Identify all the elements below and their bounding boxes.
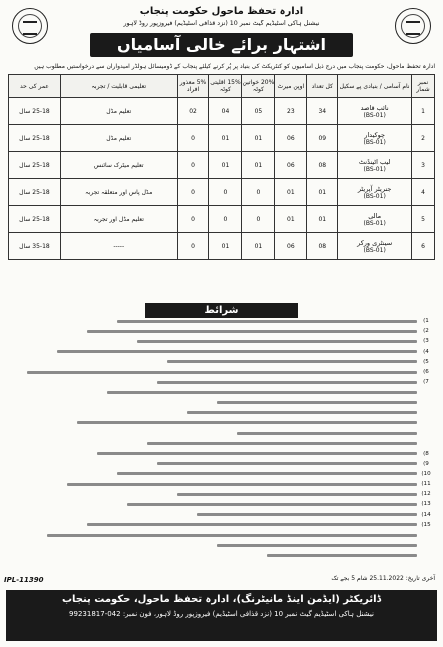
condition-text-line — [217, 401, 417, 404]
footer-bar — [6, 590, 437, 641]
condition-item — [8, 489, 435, 499]
cell-open-merit: 06 — [275, 152, 307, 179]
pay-scale: (BS-01) — [363, 165, 386, 173]
col-header-total: کل تعداد — [307, 75, 338, 98]
cell-age-limit: 25-18 سال — [9, 152, 61, 179]
cell-post — [338, 98, 412, 125]
cell-disabled-quota: 0 — [177, 179, 209, 206]
condition-text-line — [217, 544, 417, 547]
condition-number: (2 — [423, 328, 429, 335]
cell-serial: 3 — [412, 152, 435, 179]
condition-text-line — [97, 452, 417, 455]
condition-text-line — [107, 391, 417, 394]
col-header-qualification: تعلیمی قابلیت / تجربہ — [60, 75, 177, 98]
post-title: لیب اٹینڈنٹ — [358, 157, 391, 166]
cell-disabled-quota: 0 — [177, 125, 209, 152]
cell-qualification: تعلیم میٹرک سائنس — [60, 152, 177, 179]
condition-number: (8 — [423, 450, 429, 457]
post-title: سینٹری ورکر — [357, 238, 393, 247]
cell-minority-quota: 01 — [209, 233, 242, 260]
last-date: آخری تاریخ: 25.11.2022 شام 5 بجے تک — [331, 575, 435, 582]
cell-open-merit: 23 — [275, 98, 307, 125]
table-row — [9, 206, 435, 233]
vacancy-table — [8, 74, 435, 260]
condition-item — [8, 448, 435, 458]
cell-serial: 5 — [412, 206, 435, 233]
condition-text-line — [127, 503, 417, 506]
pay-scale: (BS-01) — [363, 246, 386, 254]
condition-number: (15 — [421, 521, 431, 528]
cell-total: 01 — [307, 206, 338, 233]
cell-age-limit: 35-18 سال — [9, 233, 61, 260]
cell-serial: 2 — [412, 125, 435, 152]
condition-text-line — [117, 472, 417, 475]
conditions-list — [8, 316, 435, 561]
cell-minority-quota: 01 — [209, 152, 242, 179]
col-header-serial: نمبر شمار — [412, 75, 435, 98]
condition-number: (5 — [423, 358, 429, 365]
condition-item — [8, 550, 435, 560]
cell-total: 08 — [307, 152, 338, 179]
condition-item — [8, 316, 435, 326]
cell-qualification: مڈل پاس اور متعلقہ تجربہ — [60, 179, 177, 206]
condition-item — [8, 336, 435, 346]
cell-open-merit: 01 — [275, 206, 307, 233]
post-title: نائب قاصد — [360, 103, 389, 112]
cell-qualification: ----- — [60, 233, 177, 260]
cell-minority-quota: 0 — [209, 206, 242, 233]
cell-women-quota: 01 — [242, 233, 275, 260]
col-header-women-quota: 20% خواتین کوٹہ — [242, 75, 275, 98]
table-row — [9, 179, 435, 206]
cell-total: 01 — [307, 179, 338, 206]
table-header-row — [9, 75, 435, 98]
condition-text-line — [67, 483, 417, 486]
cell-women-quota: 01 — [242, 125, 275, 152]
col-header-minority-quota: 15% اقلیتی کوٹہ — [209, 75, 242, 98]
department-name: ادارہ تحفظ ماحول حکومت پنجاب — [139, 6, 304, 17]
condition-text-line — [177, 493, 417, 496]
cell-post — [338, 125, 412, 152]
condition-number: (11 — [421, 481, 431, 488]
cell-serial: 6 — [412, 233, 435, 260]
cell-total: 08 — [307, 233, 338, 260]
ad-title-banner: اشتہار برائے خالی آسامیاں — [90, 33, 353, 57]
condition-number: (12 — [421, 491, 431, 498]
table-row — [9, 125, 435, 152]
cell-minority-quota: 04 — [209, 98, 242, 125]
condition-number: (6 — [423, 369, 429, 376]
condition-item — [8, 377, 435, 387]
condition-number: (14 — [421, 511, 431, 518]
cell-open-merit: 06 — [275, 233, 307, 260]
condition-text-line — [197, 513, 417, 516]
pay-scale: (BS-01) — [363, 111, 386, 119]
post-title: جنریٹر آپریٹر — [357, 184, 392, 193]
cell-age-limit: 25-18 سال — [9, 206, 61, 233]
cell-post — [338, 179, 412, 206]
condition-item — [8, 326, 435, 336]
condition-text-line — [27, 371, 417, 374]
department-address: نیشنل ہاکی اسٹیڈیم گیٹ نمبر 10 (نزد قذافی اسٹیڈیم) فیروزپور روڈ لاہور — [123, 20, 320, 27]
cell-women-quota: 0 — [242, 179, 275, 206]
cell-qualification: تعلیم مڈل — [60, 98, 177, 125]
condition-text-line — [117, 320, 417, 323]
cell-qualification: تعلیم مڈل — [60, 125, 177, 152]
condition-text-line — [267, 554, 417, 557]
pay-scale: (BS-01) — [363, 192, 386, 200]
cell-post — [338, 152, 412, 179]
condition-item — [8, 469, 435, 479]
post-title: چوکیدار — [364, 130, 386, 139]
col-header-post: نام آسامی / بنیادی پے سکیل — [338, 75, 412, 98]
condition-number: (1 — [423, 318, 429, 325]
condition-item — [8, 408, 435, 418]
condition-item — [8, 367, 435, 377]
cell-age-limit: 25-18 سال — [9, 125, 61, 152]
col-header-disabled-quota: 5% معذور افراد — [177, 75, 209, 98]
condition-item — [8, 530, 435, 540]
condition-item — [8, 510, 435, 520]
condition-item — [8, 479, 435, 489]
footer-address: نیشنل ہاکی اسٹیڈیم گیٹ نمبر 10 (نزد قذافی اسٹیڈیم) فیروزپور روڈ لاہور، فون نمبر: 042-99231817 — [69, 610, 374, 618]
cell-women-quota: 01 — [242, 152, 275, 179]
condition-item — [8, 459, 435, 469]
table-row — [9, 152, 435, 179]
condition-number: (4 — [423, 348, 429, 355]
condition-text-line — [57, 350, 417, 353]
cell-open-merit: 01 — [275, 179, 307, 206]
condition-text-line — [47, 534, 417, 537]
cell-minority-quota: 0 — [209, 179, 242, 206]
condition-item — [8, 418, 435, 428]
cell-women-quota: 05 — [242, 98, 275, 125]
condition-item — [8, 520, 435, 530]
condition-item — [8, 499, 435, 509]
cell-open-merit: 06 — [275, 125, 307, 152]
condition-text-line — [167, 360, 417, 363]
condition-text-line — [147, 442, 417, 445]
ipl-code: IPL-11390 — [4, 576, 44, 584]
condition-text-line — [187, 411, 417, 414]
cell-post — [338, 206, 412, 233]
pay-scale: (BS-01) — [363, 138, 386, 146]
cell-age-limit: 25-18 سال — [9, 98, 61, 125]
condition-text-line — [137, 340, 417, 343]
condition-number: (3 — [423, 338, 429, 345]
cell-disabled-quota: 02 — [177, 98, 209, 125]
condition-number: (9 — [423, 460, 429, 467]
table-row — [9, 98, 435, 125]
condition-text-line — [157, 462, 417, 465]
cell-qualification: تعلیم مڈل اور تجربہ — [60, 206, 177, 233]
condition-item — [8, 357, 435, 367]
cell-serial: 4 — [412, 179, 435, 206]
condition-item — [8, 428, 435, 438]
cell-disabled-quota: 0 — [177, 152, 209, 179]
condition-text-line — [157, 381, 417, 384]
conditions-title: شرائط — [145, 303, 299, 318]
condition-text-line — [77, 421, 417, 424]
pay-scale: (BS-01) — [363, 219, 386, 227]
condition-text-line — [87, 330, 417, 333]
cell-minority-quota: 01 — [209, 125, 242, 152]
condition-item — [8, 347, 435, 357]
cell-total: 34 — [307, 98, 338, 125]
condition-item — [8, 438, 435, 448]
post-title: مالی — [368, 211, 382, 220]
condition-number: (13 — [421, 501, 431, 508]
cell-women-quota: 0 — [242, 206, 275, 233]
condition-number: (7 — [423, 379, 429, 386]
footer-title: ڈائریکٹر (ایڈمن اینڈ مانیٹرنگ)، ادارہ تحفظ ماحول، حکومت پنجاب — [61, 594, 382, 605]
cell-serial: 1 — [412, 98, 435, 125]
intro-text: ادارہ تحفظ ماحول، حکومت پنجاب میں درج ذیل آسامیوں کو کنٹریکٹ کی بنیاد پر پُر کرنے کیلئے پنجاب کے ڈومیسائل ہولڈر امیدواران سے درخواستیں مطلوب ہیں — [34, 63, 435, 70]
condition-item — [8, 387, 435, 397]
cell-disabled-quota: 0 — [177, 206, 209, 233]
condition-text-line — [87, 523, 417, 526]
condition-item — [8, 398, 435, 408]
cell-total: 09 — [307, 125, 338, 152]
cell-post — [338, 233, 412, 260]
table-row — [9, 233, 435, 260]
col-header-age-limit: عمر کی حد — [9, 75, 61, 98]
col-header-open-merit: اوپن میرٹ — [275, 75, 307, 98]
conditions-heading — [0, 298, 443, 318]
cell-age-limit: 25-18 سال — [9, 179, 61, 206]
condition-item — [8, 540, 435, 550]
condition-text-line — [237, 432, 417, 435]
cell-disabled-quota: 0 — [177, 233, 209, 260]
condition-number: (10 — [421, 470, 431, 477]
